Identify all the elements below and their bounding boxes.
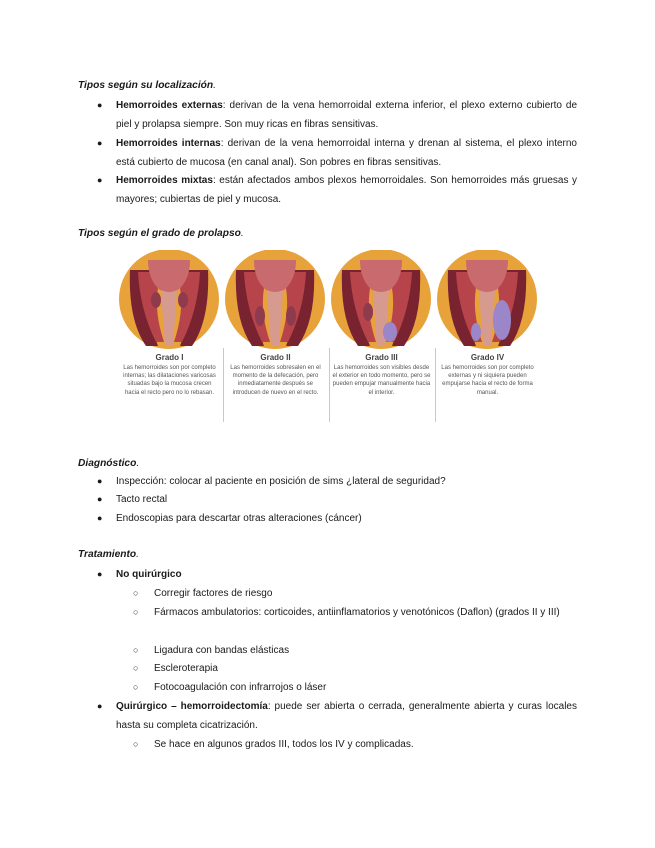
sub-bullet-icon: ○ <box>133 663 139 673</box>
item-text: Se hace en algunos grados III, todos los IV y complicadas. <box>154 739 414 750</box>
term: Hemorroides internas <box>116 138 221 149</box>
bullet-icon: ● <box>97 138 103 148</box>
term: Hemorroides mixtas <box>116 175 213 186</box>
item-text: : derivan de la vena hemorroidal interna y drenan al sistema, el plexo interno está cubierto de mucosa (en canal anal). Son pobres en fibras sensitivas. <box>116 138 577 168</box>
grade-title: Grado IV <box>470 353 505 362</box>
list-item <box>97 509 577 528</box>
sub-list-item <box>133 641 578 660</box>
sub-bullet-icon: ○ <box>133 645 139 655</box>
anal-canal-illustration <box>118 250 221 350</box>
heading-period: . <box>240 228 244 239</box>
item-text: Inspección: colocar al paciente en posición de sims ¿lateral de seguridad? <box>116 476 446 487</box>
item-text: : están afectados ambos plexos hemorroidales. Son hemorroides más gruesas y mayores; cubiertas de piel y mucosa. <box>116 175 578 205</box>
heading-text: Tipos según su localización <box>78 80 214 91</box>
item-text: Ligadura con bandas elásticas <box>154 645 290 656</box>
item-text: : puede ser abierta o cerrada, generalmente abierta y curas locales hasta su completa cicatrización. <box>116 701 577 731</box>
sub-bullet-icon: ○ <box>133 682 139 692</box>
sub-list-item <box>133 735 578 754</box>
grade-description: Las hemorroides son por completo internas; las dilataciones varicosas situadas bajo la mucosa crecen hacia el recto pero no lo rebasan. <box>123 365 216 396</box>
list-item <box>97 490 577 509</box>
anal-canal-illustration <box>436 250 539 350</box>
item-text: Endoscopias para descartar otras alteraciones (cáncer) <box>116 513 362 524</box>
grade-title: Grado III <box>365 353 398 362</box>
term: No quirúrgico <box>116 569 182 580</box>
heading-prolapso <box>78 228 244 239</box>
sub-list-item <box>133 584 578 603</box>
sub-list-item <box>133 659 578 678</box>
grade-title: Grado II <box>260 353 291 362</box>
list-item <box>97 472 577 491</box>
list-item <box>97 697 577 735</box>
bullet-icon: ● <box>97 513 103 523</box>
bullet-icon: ● <box>97 175 103 185</box>
bullet-icon: ● <box>97 701 103 711</box>
grade-panel <box>224 250 327 426</box>
sub-bullet-icon: ○ <box>133 739 139 749</box>
grade-description: Las hemorroides sobresalen en el momento de la defecación, pero inmediatamente después se introducen de nuevo en el recto. <box>230 365 321 396</box>
bullet-icon: ● <box>97 476 103 486</box>
item-text: Corregir factores de riesgo <box>154 588 273 599</box>
heading-localizacion <box>78 80 216 91</box>
grade-description: Las hemorroides son por completo externas y ni siquiera pueden empujarse hacia el recto de forma manual. <box>441 365 534 396</box>
heading-period: . <box>213 80 216 91</box>
heading-text: Diagnóstico <box>78 458 137 469</box>
heading-tratamiento <box>78 549 139 560</box>
heading-text: Tratamiento <box>78 549 137 560</box>
sub-list-item <box>133 678 578 697</box>
grade-description: Las hemorroides son visibles desde el exterior en todo momento, pero se pueden empujar manualmente hacia el interior. <box>332 365 431 396</box>
grade-panel <box>118 250 221 426</box>
list-item <box>97 171 577 209</box>
item-text: : derivan de la vena hemorroidal externa inferior, el plexo externo cubierto de piel y prolapsa siempre. Son muy ricas en fibras sensitivas. <box>116 100 578 130</box>
list-item <box>97 96 577 134</box>
term: Hemorroides externas <box>116 100 223 111</box>
term: Quirúrgico – hemorroidectomía <box>116 701 268 712</box>
sub-bullet-icon: ○ <box>133 607 139 617</box>
list-item <box>97 134 577 172</box>
item-text: Tacto rectal <box>116 494 168 505</box>
grade-panel <box>330 250 433 426</box>
prolapse-grades-figure <box>118 250 536 426</box>
list-item <box>97 565 577 584</box>
heading-period: . <box>136 549 139 560</box>
heading-diagnostico <box>78 458 139 469</box>
bullet-icon: ● <box>97 100 103 110</box>
heading-text: Tipos según el grado de prolapso <box>78 228 241 239</box>
item-text: Fármacos ambulatorios: corticoides, antiinflamatorios y venotónicos (Daflon) (grados II y III) <box>154 607 560 618</box>
item-text: Escleroterapia <box>154 663 218 674</box>
heading-period: . <box>136 458 140 469</box>
grade-panel <box>436 250 539 426</box>
anal-canal-illustration <box>330 250 433 350</box>
item-text: Fotocoagulación con infrarrojos o láser <box>154 682 327 693</box>
anal-canal-illustration <box>224 250 327 350</box>
bullet-icon: ● <box>97 494 103 504</box>
sub-list-item <box>133 603 578 622</box>
sub-bullet-icon: ○ <box>133 588 139 598</box>
bullet-icon: ● <box>97 569 103 579</box>
grade-title: Grado I <box>155 353 184 362</box>
